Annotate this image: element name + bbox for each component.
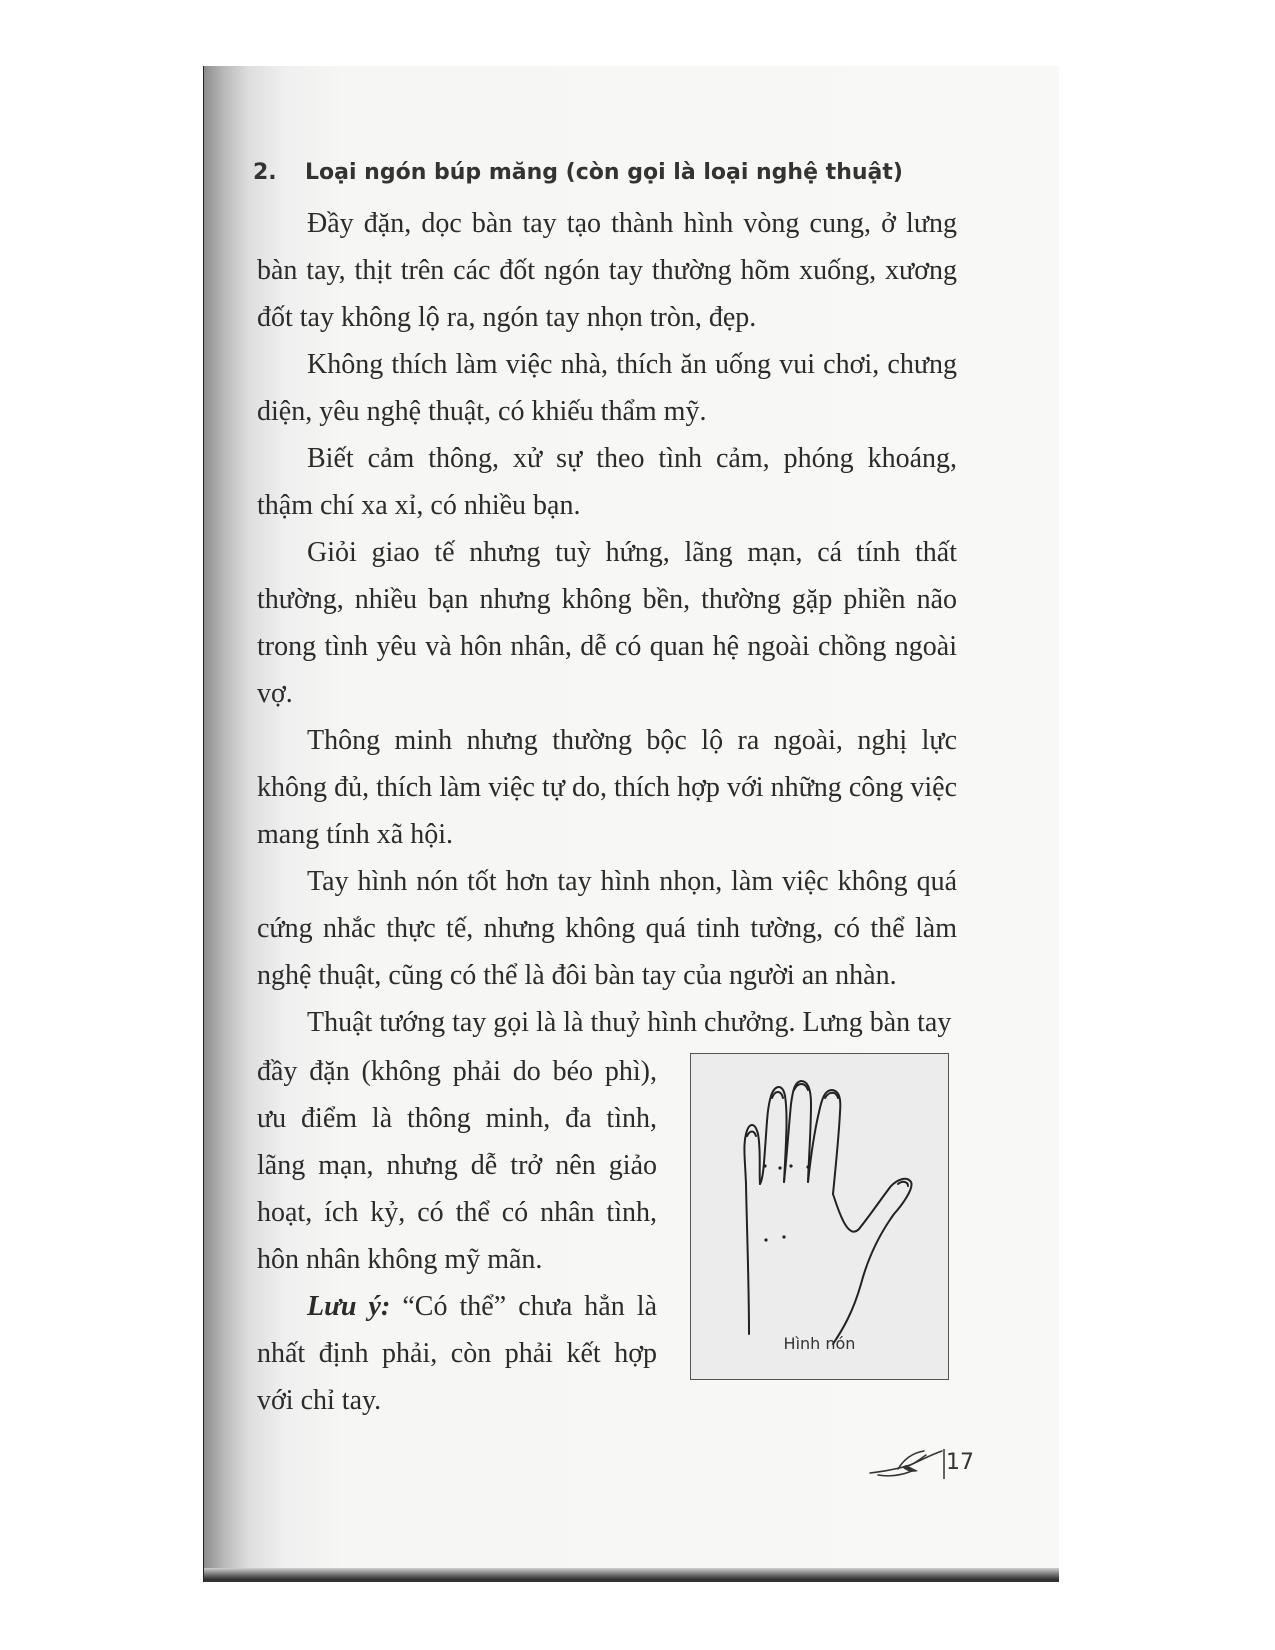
bird-ornament-icon (868, 1445, 948, 1485)
paragraph: Thuật tướng tay gọi là là thuỷ hình chưởng. Lưng bàn tay (307, 1007, 952, 1038)
little-finger-outline (744, 1125, 760, 1334)
section-heading (253, 160, 903, 185)
body-text (257, 200, 957, 1046)
paragraph: đầy đặn (không phải do béo phì), ưu điểm là thông minh, đa tình, lãng mạn, nhưng dễ trở nên giảo hoạt, ích kỷ, có thể có nhân tình, hôn nhân không mỹ mãn. (257, 1056, 657, 1275)
ring-finger-outline (760, 1087, 787, 1184)
hand-drawing (691, 1054, 948, 1379)
note-paragraph (257, 1283, 657, 1424)
thumb-nail (898, 1182, 908, 1186)
thumb-outline (833, 1179, 912, 1344)
index-finger-outline (808, 1090, 840, 1194)
paragraph: Giỏi giao tế nhưng tuỳ hứng, lãng mạn, cá tính thất thường, nhiều bạn nhưng không bền, thường gặp phiền não trong tình yêu và hôn nhân, dễ có quan hệ ngoài chồng ngoài vợ. (257, 537, 957, 709)
paragraph: Tay hình nón tốt hơn tay hình nhọn, làm việc không quá cứng nhắc thực tế, nhưng không quá tinh tường, có thể làm nghệ thuật, cũng có thể là đôi bàn tay của người an nhàn. (257, 866, 957, 991)
index-finger-nail (825, 1093, 838, 1098)
section-number: 2. (253, 160, 277, 185)
note-text: “Có thể” chưa hẳn là nhất định phải, còn phải kết hợp với chỉ tay. (257, 1291, 658, 1416)
paragraph: Thông minh nhưng thường bộc lộ ra ngoài, nghị lực không đủ, thích làm việc tự do, thích hợp với những công việc mang tính xã hội. (257, 725, 957, 850)
ring-finger-nail (772, 1092, 783, 1098)
page-number: 17 (946, 1450, 974, 1475)
little-finger-nail (747, 1132, 756, 1137)
figure-caption: Hình nón (783, 1334, 856, 1353)
figure-wrap-text (257, 1048, 657, 1424)
paragraph: Không thích làm việc nhà, thích ăn uống vui chơi, chưng diện, yêu nghệ thuật, có khiếu thẩm mỹ. (257, 349, 957, 427)
hand-figure (690, 1053, 949, 1380)
paragraph: Đầy đặn, dọc bàn tay tạo thành hình vòng cung, ở lưng bàn tay, thịt trên các đốt ngón tay thường hõm xuống, xương đốt tay không lộ ra, ngón tay nhọn tròn, đẹp. (257, 208, 957, 333)
note-label: Lưu ý: (307, 1291, 391, 1322)
paragraph: Biết cảm thông, xử sự theo tình cảm, phóng khoáng, thậm chí xa xỉ, có nhiều bạn. (257, 443, 957, 521)
section-title: Loại ngón búp măng (còn gọi là loại nghệ thuật) (305, 160, 903, 185)
